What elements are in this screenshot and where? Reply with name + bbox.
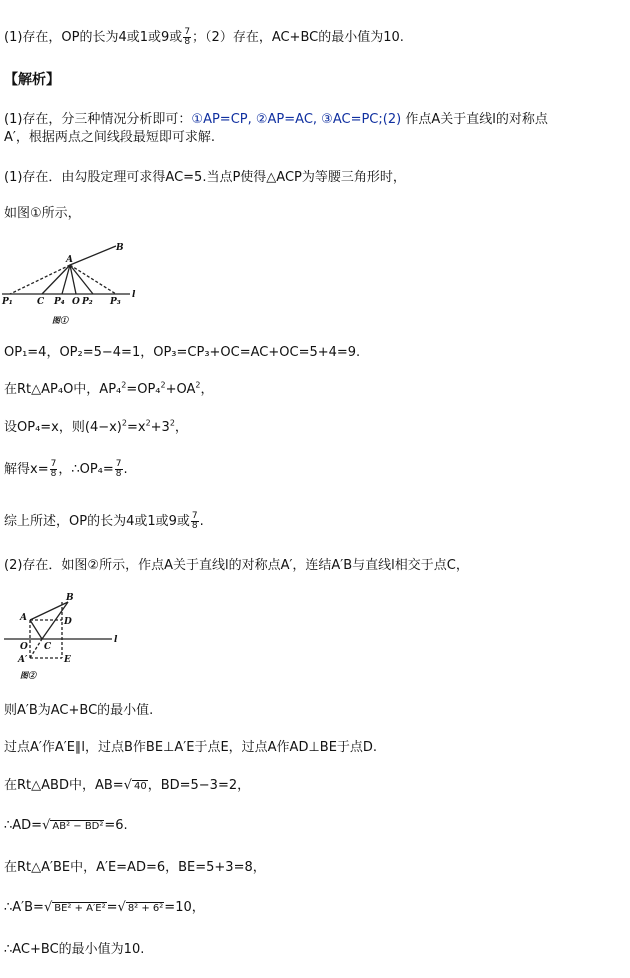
fig2-label-C: C: [44, 642, 52, 652]
solution1-fig-ref: 如图①所示，: [4, 206, 81, 221]
eq4-fraction-2: $\frac{7}{8}$: [115, 459, 122, 479]
fig2-label-B: B: [66, 593, 74, 603]
solution2-ab: 在Rt△ABD中，AB=√ 40，BD=5−3=2，: [4, 778, 251, 793]
sqrt-40: 40: [133, 781, 147, 792]
solution1-eq1: OP₁=4，OP₂=5−4=1，OP₃=CP₃+OC=AC+OC=5+4=9.: [4, 345, 361, 360]
fig1-label-A: A: [66, 255, 73, 265]
ray-AB: [70, 246, 116, 265]
fig2-label-A: A: [20, 613, 27, 623]
fig1-label-P1: P₁: [2, 297, 13, 307]
solution1-eq4: 解得x= $\frac{7}{8}$ ，∴OP₄= $\frac{7}{8}$ .: [4, 459, 128, 479]
answer-line: [4, 28, 404, 47]
solution2-final: ∴AC+BC的最小值为10.: [4, 942, 145, 957]
solution2-ad: ∴AD=√ AB² − BD²=6.: [4, 818, 128, 833]
solution1-conclusion: 综上所述，OP的长为4或1或9或 $\frac{7}{8}$ .: [4, 511, 204, 531]
sqrt-ad: AB² − BD²: [52, 821, 104, 832]
fig2-caption: 图②: [20, 670, 36, 680]
sqrt-be-ae: BE² + A′E²: [54, 903, 106, 914]
fig1-label-P4: P₄: [54, 297, 65, 307]
solution2-ab2: ∴A′B=√ BE² + A′E²=√ 8² + 6²=10，: [4, 900, 205, 915]
answer-fraction: $\frac{7}{8}$: [184, 27, 191, 47]
solution1-eq3: 设OP₄=x，则$(4-x)^2=x^2+3^2$，: [4, 418, 188, 435]
fig2-label-O: O: [20, 642, 28, 652]
fig1-label-B: B: [116, 243, 124, 253]
solution2-intro: (2)存在．如图②所示，作点A关于直线l的对称点A′，连结A′B与直线l相交于点C，: [4, 558, 469, 573]
analysis-line-2: A′，根据两点之间线段最短即可求解.: [4, 130, 215, 145]
fig1-caption: 图①: [52, 315, 68, 325]
sqrt-8-6: 8² + 6²: [127, 903, 164, 914]
fig1-label-l: l: [132, 290, 136, 300]
fig1-label-P2: P₂: [82, 297, 93, 307]
analysis-cases: ①AP=CP, ②AP=AC, ③AC=PC;(2): [191, 112, 402, 127]
fig2-label-E: E: [64, 655, 71, 665]
answer-part1: (1)存在，OP的长为4或1或9或: [4, 30, 183, 45]
segment-AC-2: [30, 620, 42, 639]
fig1-label-O: O: [72, 297, 80, 307]
conclusion-fraction: $\frac{7}{8}$: [191, 511, 198, 531]
solution1-eq2: 在Rt△AP₄O中，$AP_4^2=OP_4^2+OA^2$，: [4, 380, 214, 397]
solution2-min: 则A′B为AC+BC的最小值.: [4, 703, 154, 718]
segment-AP3: [70, 265, 116, 294]
solution2-construct: 过点A′作A′E∥l，过点B作BE⊥A′E于点E，过点A作AD⊥BE于点D.: [4, 740, 378, 755]
solution1-intro: (1)存在．由勾股定理可求得AC=5.当点P使得△ACP为等腰三角形时，: [4, 170, 406, 185]
eq4-fraction-1: $\frac{7}{8}$: [50, 459, 57, 479]
segment-A2C: [30, 639, 42, 658]
analysis-heading: 【解析】: [4, 72, 60, 88]
fig2-label-D: D: [64, 617, 72, 627]
answer-part2: ；（2）存在，AC+BC的最小值为10.: [192, 30, 404, 45]
figure-2: [0, 590, 130, 685]
fig1-label-P3: P₃: [110, 297, 121, 307]
segment-AP1: [10, 265, 70, 294]
fig1-label-C: C: [37, 297, 45, 307]
figure-1: [0, 238, 150, 333]
solution2-ae: 在Rt△A′BE中，A′E=AD=6，BE=5+3=8，: [4, 860, 266, 875]
analysis-line-1: (1)存在，分三种情况分析即可：①AP=CP, ②AP=AC, ③AC=PC;(2) 作点A关于直线l的对称点: [4, 112, 548, 127]
fig2-label-l: l: [114, 635, 118, 645]
fig2-label-A-prime: A′: [18, 655, 28, 665]
